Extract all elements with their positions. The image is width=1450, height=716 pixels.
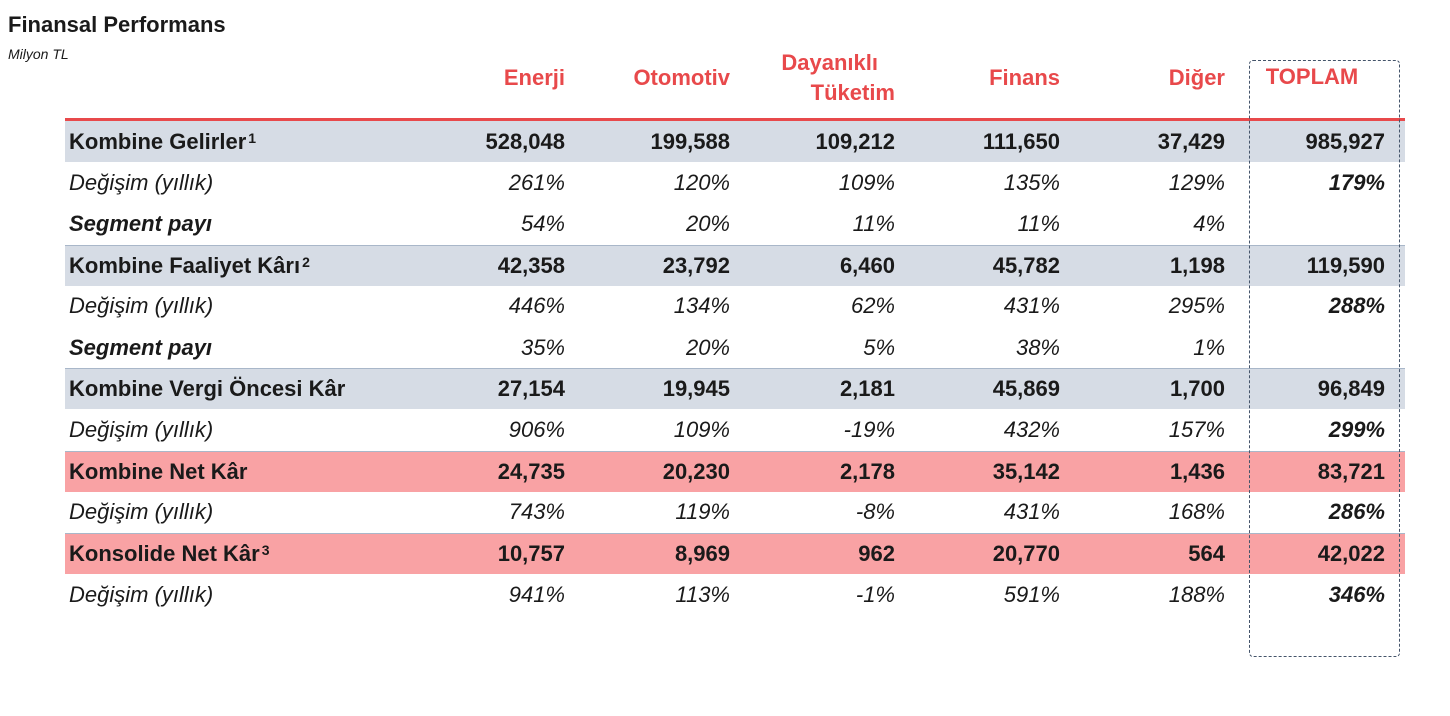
table-row-degisim [65,409,1405,450]
table-cell: 906% [508,416,565,442]
table-cell: 20,230 [662,458,730,484]
table-cell: 962 [858,540,895,566]
table-cell-total: 42,022 [1317,540,1385,566]
table-cell: 109,212 [815,128,895,154]
table-cell: 20% [685,210,730,236]
table-cell-total: 299% [1328,416,1385,442]
row-label: Değişim (yıllık) [69,499,214,525]
column-header-otomotiv: Otomotiv [633,65,730,91]
table-cell: 24,735 [497,458,565,484]
page-subtitle: Milyon TL [8,46,69,62]
row-label: Konsolide Net Kâr $^3$ [69,540,270,566]
table-row-konsolide-net-kar [65,533,1405,574]
table-cell: 168% [1168,499,1225,525]
table-cell: 119% [675,499,730,525]
row-label: Segment payı [69,210,213,236]
table-cell-total: 179% [1328,169,1385,195]
table-cell: 35% [520,334,565,360]
table-cell: 27,154 [497,376,565,402]
table-cell: 2,181 [839,376,895,402]
table-cell-total [1215,203,1385,244]
row-label: Değişim (yıllık) [69,416,214,442]
table-row-kombine-vergi-oncesi-kar [65,368,1405,409]
table-cell: 113% [675,581,730,607]
table-cell: 20,770 [992,540,1060,566]
table-cell: 62% [850,293,895,319]
table-cell: 4% [1193,210,1225,236]
table-cell-total: 288% [1328,293,1385,319]
table-cell: -19% [843,416,895,442]
table-row-degisim [65,492,1405,533]
column-header-finans: Finans [989,65,1060,91]
column-header-enerji: Enerji [503,65,565,91]
table-cell: 37,429 [1157,128,1225,154]
table-cell-total: 346% [1328,581,1385,607]
row-label: Kombine Net Kâr [69,458,248,484]
column-header-row [65,40,1405,120]
table-cell: 135% [1003,169,1060,195]
table-row-kombine-faaliyet-kari [65,245,1405,286]
table-cell: 199,588 [650,128,730,154]
table-cell-total: 985,927 [1305,128,1385,154]
table-cell: 1,700 [1169,376,1225,402]
row-label: Değişim (yıllık) [69,169,214,195]
table-cell: 54% [520,210,565,236]
table-row-segment-payi [65,327,1405,368]
table-row-degisim [65,162,1405,203]
table-cell-total: 83,721 [1317,458,1385,484]
table-cell: 261% [508,169,565,195]
column-header-diger: Diğer [1168,65,1225,91]
table-cell-total: 96,849 [1317,376,1385,402]
table-row-degisim [65,286,1405,327]
table-cell: 8,969 [674,540,730,566]
row-label: Kombine Gelirler $^1$ [69,128,257,154]
table-cell: 2,178 [839,458,895,484]
column-header-dayanikli-tuketim: Dayanıklı Tüketim [781,50,895,105]
table-cell: -1% [855,581,895,607]
table-cell: 431% [1003,499,1060,525]
table-cell: 23,792 [662,252,730,278]
table-cell-total [1215,327,1385,368]
table-cell: 111,650 [982,128,1060,154]
table-cell: 134% [673,293,730,319]
table-cell: 19,945 [662,376,730,402]
table-cell: 941% [508,581,565,607]
table-cell: 157% [1168,416,1225,442]
table-cell: 10,757 [497,540,565,566]
table-cell: 295% [1168,293,1225,319]
table-cell: 120% [673,169,730,195]
row-label: Kombine Faaliyet Kârı $^2$ [69,252,310,278]
row-label: Segment payı [69,334,213,360]
table-row-kombine-gelirler [65,121,1405,162]
page-title: Finansal Performans [8,12,226,37]
table-cell: 188% [1168,581,1225,607]
table-cell: 42,358 [497,252,565,278]
table-cell: 1% [1193,334,1225,360]
table-cell: 45,869 [992,376,1060,402]
table-row-kombine-net-kar [65,451,1405,492]
row-label: Değişim (yıllık) [69,293,214,319]
performance-table [65,121,1405,615]
table-cell: 432% [1003,416,1060,442]
table-row-segment-payi [65,203,1405,244]
table-cell: 38% [1015,334,1060,360]
table-cell: 431% [1003,293,1060,319]
row-label: Değişim (yıllık) [69,581,214,607]
table-cell: 564 [1188,540,1225,566]
table-cell: 11% [852,210,895,236]
table-cell: 446% [508,293,565,319]
table-cell-total: 286% [1328,499,1385,525]
table-cell: 743% [508,499,565,525]
table-row-degisim [65,574,1405,615]
table-cell: 20% [685,334,730,360]
table-cell: 528,048 [485,128,565,154]
table-cell: 591% [1003,581,1060,607]
table-cell: 109% [838,169,895,195]
table-cell: 109% [673,416,730,442]
table-cell: 129% [1168,169,1225,195]
table-cell-total: 119,590 [1306,252,1385,278]
table-cell: 11% [1017,210,1060,236]
table-cell: 35,142 [992,458,1060,484]
table-cell: 6,460 [839,252,895,278]
column-header-toplam: TOPLAM [1265,64,1359,89]
table-cell: -8% [855,499,895,525]
table-cell: 45,782 [992,252,1060,278]
row-label: Kombine Vergi Öncesi Kâr [69,376,346,402]
table-cell: 5% [863,334,895,360]
table-cell: 1,198 [1169,252,1225,278]
table-cell: 1,436 [1169,458,1225,484]
